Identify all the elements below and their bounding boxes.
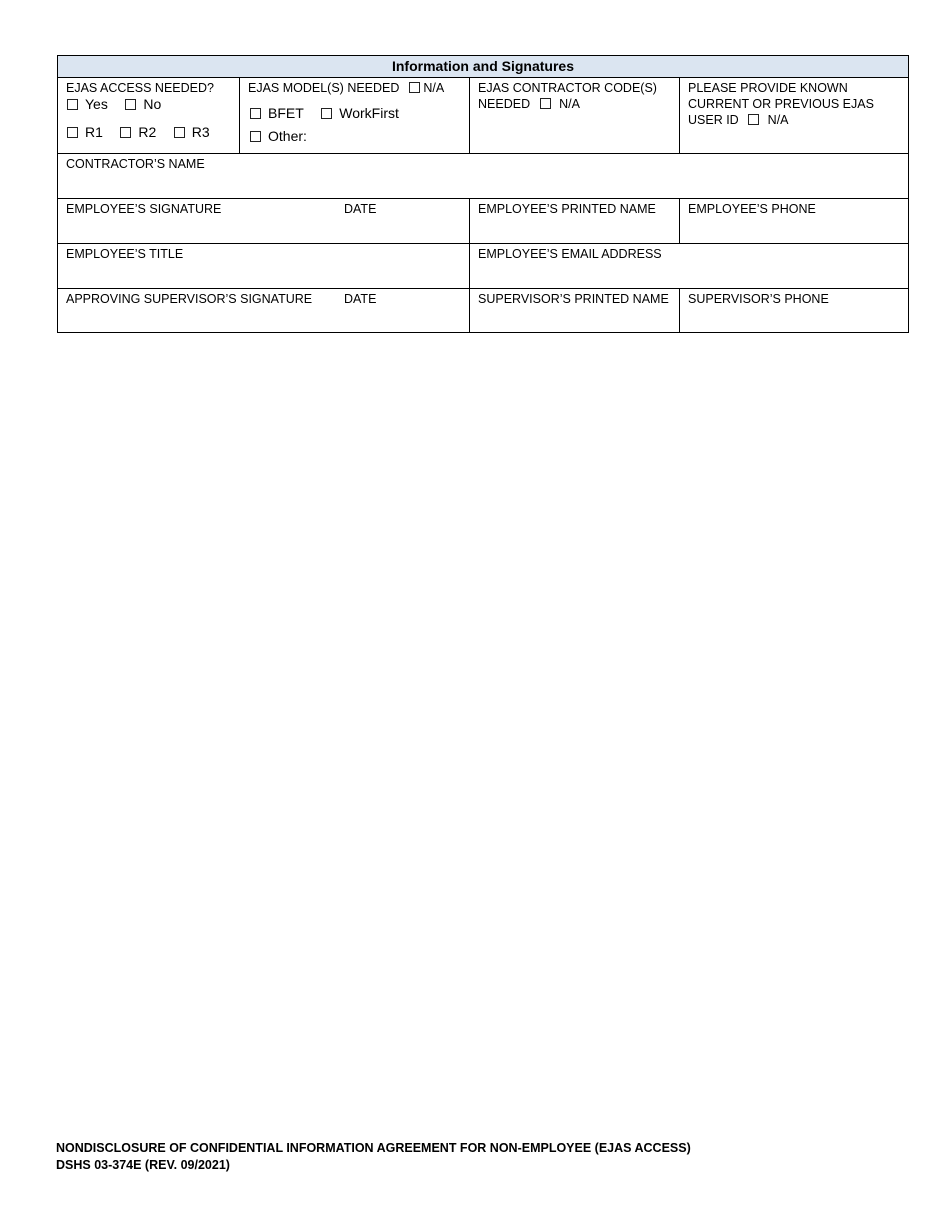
workfirst-label: WorkFirst bbox=[339, 105, 399, 121]
user-id-label-line3: USER ID bbox=[688, 113, 739, 127]
user-id-na-label: N/A bbox=[767, 113, 789, 127]
contractor-name-label: CONTRACTOR’S NAME bbox=[66, 157, 205, 171]
r2-label: R2 bbox=[138, 124, 157, 140]
footer-form-number: DSHS 03-374E (REV. 09/2021) bbox=[56, 1157, 230, 1172]
r2-checkbox[interactable] bbox=[120, 127, 131, 138]
employee-title-label: EMPLOYEE’S TITLE bbox=[66, 247, 184, 261]
user-id-cell bbox=[680, 78, 908, 153]
employee-printed-name-field[interactable] bbox=[470, 199, 680, 243]
supervisor-row bbox=[58, 289, 908, 332]
employee-title-field[interactable] bbox=[58, 244, 470, 288]
supervisor-signature-field[interactable] bbox=[58, 289, 470, 332]
employee-signature-row bbox=[58, 199, 908, 244]
employee-title-row bbox=[58, 244, 908, 289]
supervisor-printed-name-field[interactable] bbox=[470, 289, 680, 332]
ejas-access-cell bbox=[58, 78, 240, 153]
models-na-checkbox[interactable] bbox=[409, 82, 420, 93]
supervisor-phone-field[interactable] bbox=[680, 289, 908, 332]
employee-signature-field[interactable] bbox=[58, 199, 470, 243]
supervisor-date-label: DATE bbox=[344, 292, 377, 306]
employee-phone-field[interactable] bbox=[680, 199, 908, 243]
r1-checkbox[interactable] bbox=[67, 127, 78, 138]
codes-na-label: N/A bbox=[559, 97, 580, 111]
contractor-codes-label-line1: EJAS CONTRACTOR CODE(S) bbox=[478, 81, 657, 95]
no-label: No bbox=[143, 96, 162, 112]
table-header: Information and Signatures bbox=[58, 56, 908, 78]
employee-printed-name-label: EMPLOYEE’S PRINTED NAME bbox=[478, 202, 656, 216]
employee-signature-label: EMPLOYEE’S SIGNATURE bbox=[66, 202, 222, 216]
bfet-checkbox[interactable] bbox=[250, 108, 261, 119]
contractor-codes-cell bbox=[470, 78, 680, 153]
ejas-models-cell bbox=[240, 78, 470, 153]
supervisor-phone-label: SUPERVISOR’S PHONE bbox=[688, 292, 829, 306]
models-na-label: N/A bbox=[423, 81, 445, 95]
yes-checkbox[interactable] bbox=[67, 99, 78, 110]
ejas-options-row bbox=[58, 78, 908, 154]
form-footer bbox=[56, 1140, 691, 1173]
employee-date-label: DATE bbox=[344, 202, 377, 216]
user-id-label-line2: CURRENT OR PREVIOUS EJAS bbox=[688, 97, 874, 111]
supervisor-printed-name-label: SUPERVISOR’S PRINTED NAME bbox=[478, 292, 669, 306]
r3-label: R3 bbox=[191, 124, 210, 140]
codes-na-checkbox[interactable] bbox=[540, 98, 551, 109]
contractor-name-row bbox=[58, 154, 908, 199]
user-id-label-line1: PLEASE PROVIDE KNOWN bbox=[688, 81, 848, 95]
ejas-models-label: EJAS MODEL(S) NEEDED bbox=[248, 81, 400, 95]
other-checkbox[interactable] bbox=[250, 131, 261, 142]
information-signatures-table bbox=[57, 55, 909, 333]
no-checkbox[interactable] bbox=[125, 99, 136, 110]
supervisor-signature-label: APPROVING SUPERVISOR’S SIGNATURE bbox=[66, 292, 313, 306]
ejas-access-label: EJAS ACCESS NEEDED? bbox=[66, 81, 214, 95]
r3-checkbox[interactable] bbox=[174, 127, 185, 138]
contractor-codes-label-line2: NEEDED bbox=[478, 97, 531, 111]
other-label: Other: bbox=[268, 128, 307, 144]
r1-label: R1 bbox=[85, 124, 103, 140]
employee-phone-label: EMPLOYEE’S PHONE bbox=[688, 202, 816, 216]
bfet-label: BFET bbox=[268, 105, 304, 121]
employee-email-field[interactable] bbox=[470, 244, 908, 288]
footer-title: NONDISCLOSURE OF CONFIDENTIAL INFORMATION AGREEMENT FOR NON-EMPLOYEE (EJAS ACCESS) bbox=[56, 1141, 691, 1155]
employee-email-label: EMPLOYEE’S EMAIL ADDRESS bbox=[478, 247, 662, 261]
yes-label: Yes bbox=[85, 96, 108, 112]
contractor-name-field[interactable] bbox=[58, 154, 908, 198]
user-id-na-checkbox[interactable] bbox=[748, 114, 759, 125]
workfirst-checkbox[interactable] bbox=[321, 108, 332, 119]
